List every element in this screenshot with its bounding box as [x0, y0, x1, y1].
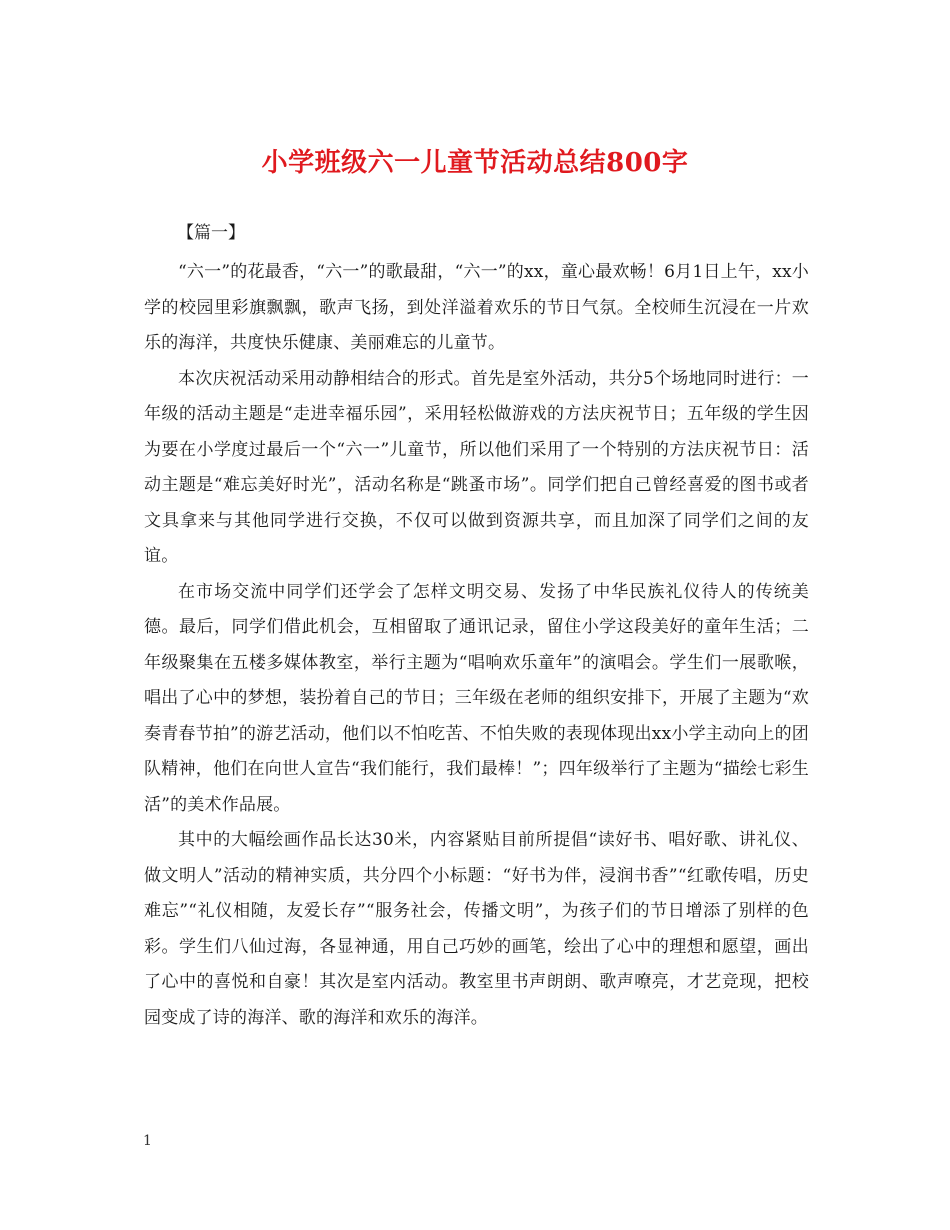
document-body: [144, 255, 809, 1036]
section-label: 【篇一】: [177, 223, 245, 243]
paragraph-1: “六一”的花最香，“六一”的歌最甜，“六一”的xx，童心最欢畅！6月1日上午，xx小学的校园里彩旗飘飘，歌声飞扬，到处洋溢着欢乐的节日气氛。全校师生沉浸在一片欢乐的海洋，共度快乐健康、美丽难忘的儿童节。: [144, 262, 809, 353]
paragraph-3: 在市场交流中同学们还学会了怎样文明交易、发扬了中华民族礼仪待人的传统美德。最后，同学们借此机会，互相留取了通讯记录，留住小学这段美好的童年生活；二年级聚集在五楼多媒体教室，举行主题为“唱响欢乐童年”的演唱会。学生们一展歌喉，唱出了心中的梦想，装扮着自己的节日；三年级在老师的组织安排下，开展了主题为“欢奏青春节拍”的游艺活动，他们以不怕吃苦、不怕失败的表现体现出xx小学主动向上的团队精神，他们在向世人宣告“我们能行，我们最棒！”；四年级举行了主题为“描绘七彩生活”的美术作品展。: [144, 581, 809, 815]
paragraph-2: 本次庆祝活动采用动静相结合的形式。首先是室外活动，共分5个场地同时进行：一年级的活动主题是“走进幸福乐园”，采用轻松做游戏的方法庆祝节日；五年级的学生因为要在小学度过最后一个“六一”儿童节，所以他们采用了一个特别的方法庆祝节日：活动主题是“难忘美好时光”，活动名称是“跳蚤市场”。同学们把自己曾经喜爱的图书或者文具拿来与其他同学进行交换，不仅可以做到资源共享，而且加深了同学们之间的友谊。: [144, 368, 809, 566]
page-number: 1: [143, 1133, 152, 1149]
document-title: 小学班级六一儿童节活动总结800字: [261, 148, 689, 178]
paragraph-4: 其中的大幅绘画作品长达30米，内容紧贴目前所提倡“读好书、唱好歌、讲礼仪、做文明人”活动的精神实质，共分四个小标题：“好书为伴，浸润书香”“红歌传唱，历史难忘”“礼仪相随，友爱长存”“服务社会，传播文明”，为孩子们的节日增添了别样的色彩。学生们八仙过海，各显神通，用自己巧妙的画笔，绘出了心中的理想和愿望，画出了心中的喜悦和自豪！其次是室内活动。教室里书声朗朗、歌声嘹亮，才艺竞现，把校园变成了诗的海洋、歌的海洋和欢乐的海洋。: [144, 830, 809, 1028]
